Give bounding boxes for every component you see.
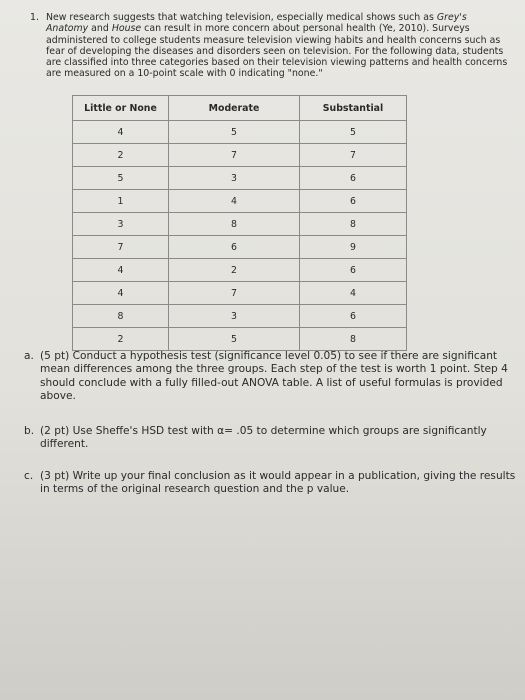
- table-cell: 6: [169, 236, 300, 259]
- part-c-text: (3 pt) Write up your final conclusion as it would appear in a publication, giving the results in terms of the original research question and the p value.: [40, 470, 516, 496]
- column-header-substantial: Substantial: [300, 96, 407, 121]
- table-cell: 7: [169, 144, 300, 167]
- column-header-moderate: Moderate: [169, 96, 300, 121]
- table-cell: 8: [73, 305, 169, 328]
- data-table: [72, 95, 407, 351]
- part-a: [24, 350, 524, 404]
- question-text: [46, 12, 510, 80]
- table-cell: 4: [73, 121, 169, 144]
- table-cell: 2: [73, 328, 169, 351]
- part-c: [24, 470, 524, 497]
- table-cell: 4: [169, 190, 300, 213]
- table-cell: 3: [169, 167, 300, 190]
- column-header-little-or-none: Little or None: [73, 96, 169, 121]
- table-cell: 8: [300, 328, 407, 351]
- table-cell: 6: [300, 259, 407, 282]
- part-b: [24, 425, 524, 452]
- table-cell: 3: [73, 213, 169, 236]
- table-cell: 5: [169, 328, 300, 351]
- table-cell: 4: [300, 282, 407, 305]
- table-row: [73, 121, 407, 144]
- table-cell: 7: [169, 282, 300, 305]
- question-number: 1.: [30, 12, 39, 23]
- table-cell: 9: [300, 236, 407, 259]
- table-header-row: [73, 96, 407, 121]
- table-row: [73, 305, 407, 328]
- table-cell: 5: [300, 121, 407, 144]
- table-cell: 4: [73, 282, 169, 305]
- part-a-label: a.: [24, 350, 34, 362]
- table-row: [73, 213, 407, 236]
- table-row: [73, 144, 407, 167]
- table-row: [73, 282, 407, 305]
- show-title-house: House: [111, 23, 142, 35]
- part-b-label: b.: [24, 425, 35, 437]
- table-cell: 1: [73, 190, 169, 213]
- table-cell: 6: [300, 190, 407, 213]
- table-row: [73, 236, 407, 259]
- table-cell: 6: [300, 167, 407, 190]
- table-row: [73, 259, 407, 282]
- question-text-part: and: [88, 23, 112, 35]
- table-cell: 2: [73, 144, 169, 167]
- table-cell: 5: [169, 121, 300, 144]
- table-cell: 8: [300, 213, 407, 236]
- part-b-text: (2 pt) Use Sheffe's HSD test with α= .05 to determine which groups are significantly different.: [40, 425, 487, 451]
- table-cell: 5: [73, 167, 169, 190]
- question-text-part: New research suggests that watching television, especially medical shows such as: [46, 12, 437, 23]
- table-cell: 8: [169, 213, 300, 236]
- question-text-part: can result in more concern about personal health (Ye, 2010). Surveys administered to college students measure television viewing habits and health concerns such as fear of developing the diseases and disorders seen on television. For the following data, students are classified into three categories based on their television viewing patterns and health concerns are measured on a 10-point scale with 0 indicating "none.": [46, 23, 508, 80]
- table-cell: 3: [169, 305, 300, 328]
- show-title-greys-anatomy: Grey's Anatomy: [46, 12, 467, 35]
- table-cell: 4: [73, 259, 169, 282]
- part-c-label: c.: [24, 470, 34, 482]
- table-cell: 2: [169, 259, 300, 282]
- table-row: [73, 328, 407, 351]
- part-a-text: (5 pt) Conduct a hypothesis test (significance level 0.05) to see if there are significant mean differences among the three groups. Each step of the test is worth 1 point. Step 4 should conclude with a fully filled-out ANOVA table. A list of useful formulas is provided above.: [40, 350, 508, 403]
- table-row: [73, 167, 407, 190]
- table-row: [73, 190, 407, 213]
- table-cell: 7: [73, 236, 169, 259]
- table-cell: 6: [300, 305, 407, 328]
- table-cell: 7: [300, 144, 407, 167]
- question-1: [30, 12, 510, 80]
